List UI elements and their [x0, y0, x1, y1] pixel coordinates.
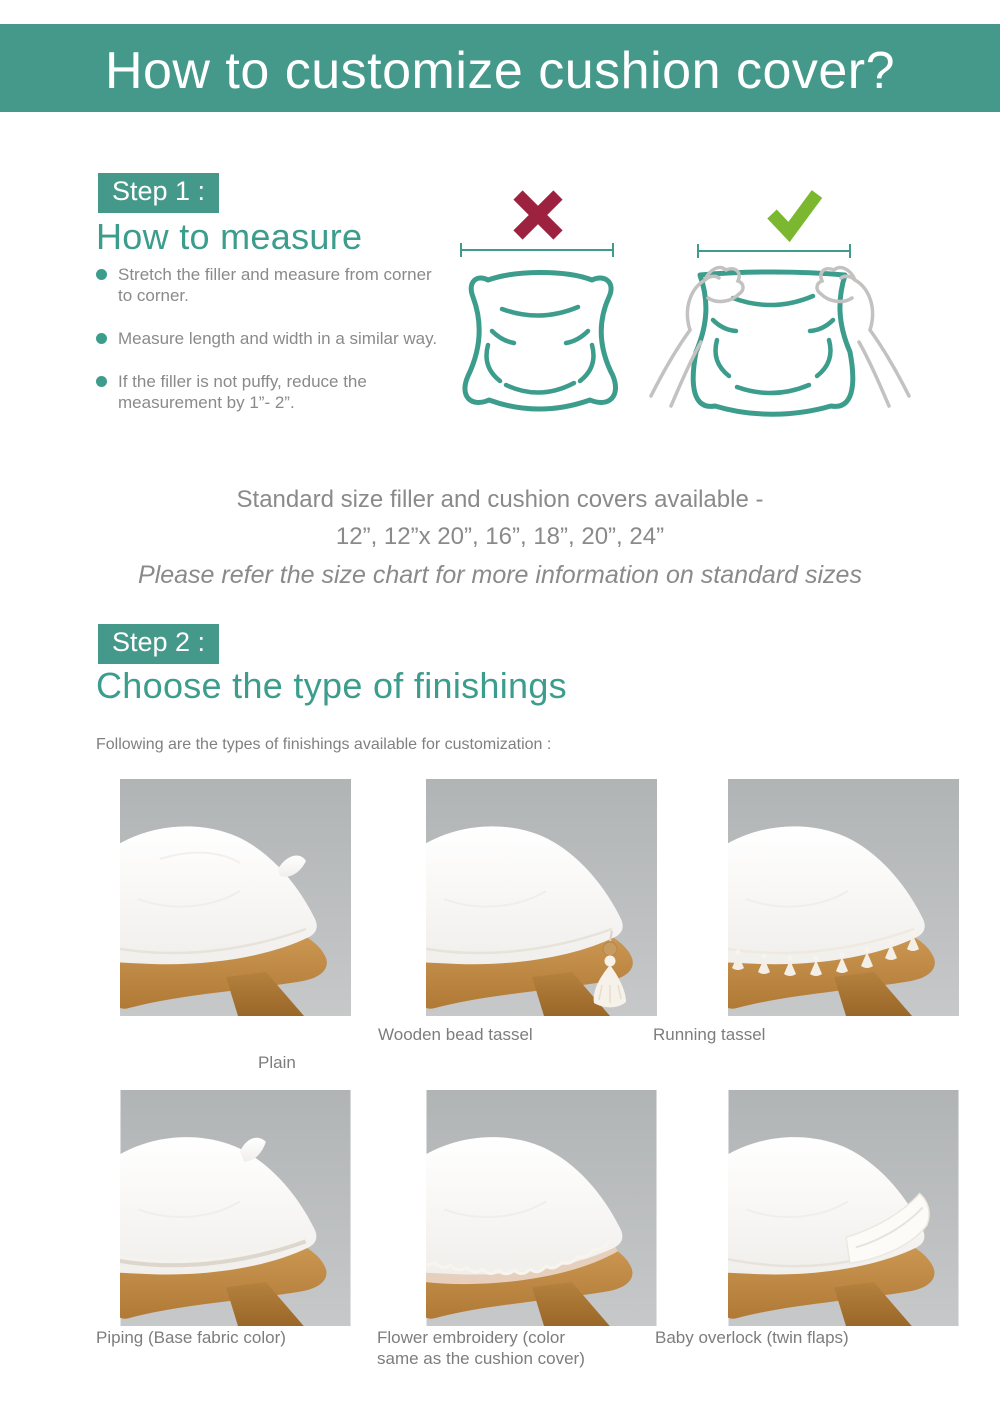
step2-chip: Step 2 : — [98, 624, 219, 664]
bullet-text: If the filler is not puffy, reduce the measurement by 1”- 2”. — [118, 372, 367, 412]
photo-flower-embroidery — [426, 1090, 657, 1326]
bullet-item — [96, 264, 441, 306]
sizes-line2: 12”, 12”x 20”, 16”, 18”, 20”, 24” — [335, 523, 665, 550]
caption-plain: Plain — [258, 1053, 296, 1072]
header-banner — [0, 24, 1000, 112]
step2-subtitle: Following are the types of finishings available for customization : — [96, 736, 552, 753]
bullet-item — [96, 371, 441, 413]
photo-baby-overlock — [728, 1090, 959, 1326]
measure-line — [698, 244, 850, 258]
bullet-dot-icon — [96, 333, 107, 344]
standard-sizes-block — [0, 481, 1000, 595]
diagram-right-measure — [645, 180, 915, 425]
step1-title: How to measure — [96, 216, 363, 257]
bullet-text: Measure length and width in a similar way. — [118, 329, 438, 348]
measure-line — [461, 243, 613, 257]
caption-running-tassel: Running tassel — [653, 1025, 766, 1044]
caption-wooden-bead-tassel: Wooden bead tassel — [378, 1025, 533, 1044]
step1-bullet-list — [96, 264, 441, 435]
caption-piping: Piping (Base fabric color) — [96, 1328, 286, 1347]
step1-chip: Step 1 : — [98, 173, 219, 213]
cross-icon — [518, 195, 558, 235]
caption-flower-embroidery: Flower embroidery (color same as the cushion cover) — [377, 1328, 585, 1368]
photo-running-tassel — [728, 779, 959, 1016]
photo-plain — [120, 779, 351, 1016]
pillow-stretched-icon — [693, 272, 853, 414]
sizes-line1: Standard size filler and cushion covers available - — [236, 486, 764, 513]
check-icon — [772, 194, 817, 232]
bullet-item — [96, 328, 441, 349]
photo-piping — [120, 1090, 351, 1326]
pillow-outline-icon — [465, 273, 616, 410]
photo-wooden-bead-tassel — [426, 779, 657, 1016]
caption-baby-overlock: Baby overlock (twin flaps) — [655, 1328, 849, 1347]
bullet-dot-icon — [96, 376, 107, 387]
sizes-note: Please refer the size chart for more information on standard sizes — [138, 561, 862, 589]
page-title: How to customize cushion cover? — [104, 42, 896, 100]
diagram-wrong-measure — [440, 185, 640, 415]
bullet-dot-icon — [96, 269, 107, 280]
bullet-text: Stretch the filler and measure from corner to corner. — [118, 265, 432, 305]
step2-title: Choose the type of finishings — [96, 665, 567, 706]
